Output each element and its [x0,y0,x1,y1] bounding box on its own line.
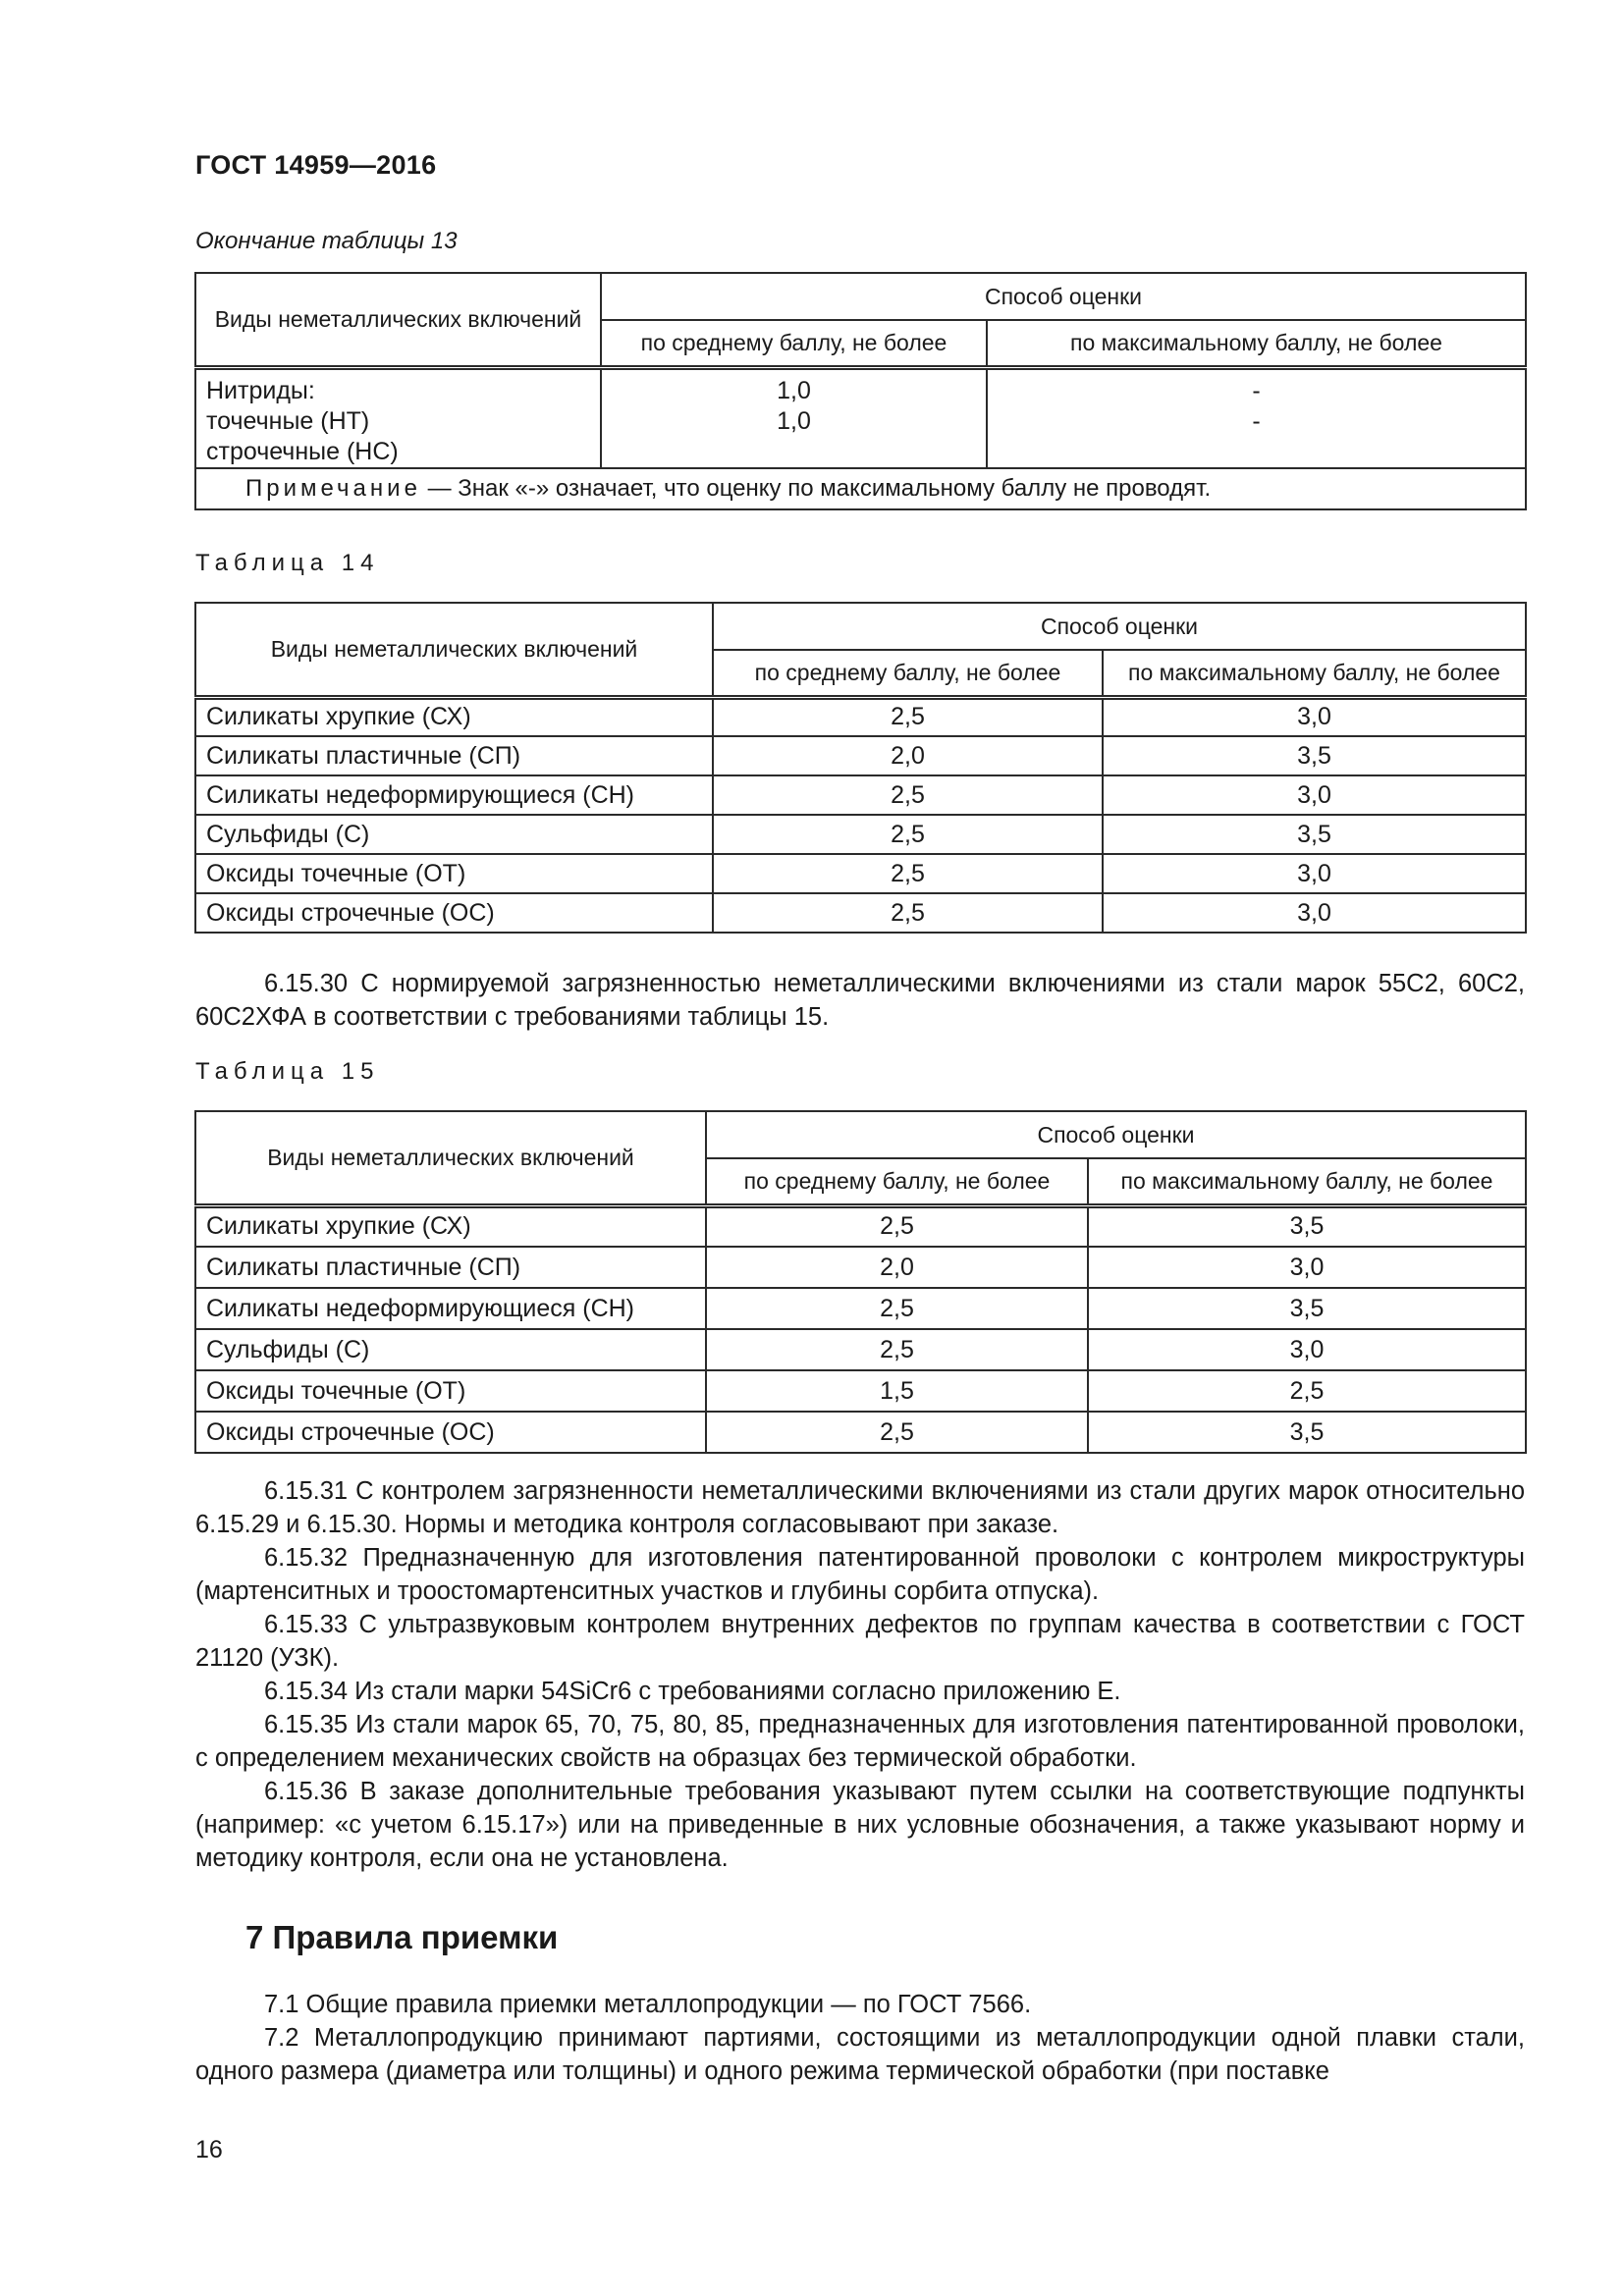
row-max: 3,0 [1088,1329,1526,1370]
row-name: Сульфиды (С) [195,815,713,854]
table-row [195,736,1526,775]
row-name: Сульфиды (С) [195,1329,706,1370]
section-7-title: 7 Правила приемки [245,1919,559,1955]
row-max: 3,5 [1088,1412,1526,1453]
table13-max-values [987,367,1526,468]
table13 [194,272,1527,510]
row-avg: 2,5 [706,1205,1088,1247]
table-row [195,1412,1526,1453]
row-avg: 2,5 [706,1329,1088,1370]
table15-col-max: по максимальному баллу, не более [1088,1158,1526,1205]
row-name: Оксиды точечные (ОТ) [195,1370,706,1412]
row-avg: 2,5 [706,1288,1088,1329]
row-avg: 2,5 [713,815,1103,854]
table15-col-avg: по среднему баллу, не более [706,1158,1088,1205]
row-name: Оксиды строчечные (ОС) [195,893,713,933]
row-max: 3,5 [1088,1288,1526,1329]
table13-avg-values [601,367,987,468]
table15-col-method: Способ оценки [706,1111,1526,1158]
table13-col-avg: по среднему баллу, не более [601,320,987,367]
table13-row-max: - [1252,376,1261,404]
table13-row-name: точечные (НТ) [206,406,370,435]
table13-row-avg: 1,0 [777,376,811,404]
table14-col-avg: по среднему баллу, не более [713,650,1103,697]
table15-col-type: Виды неметаллических включений [195,1111,706,1205]
row-max: 3,5 [1088,1205,1526,1247]
row-avg: 2,5 [713,775,1103,815]
table13-row-max: - [1252,406,1261,435]
row-name: Силикаты пластичные (СП) [195,736,713,775]
table-row [195,815,1526,854]
paragraph-6-15-33: 6.15.33 С ультразвуковым контролем внутренних дефектов по группам качества в соответствии с ГОСТ 21120 (УЗК). [195,1611,1525,1672]
table-row [195,1329,1526,1370]
row-max: 3,5 [1103,736,1526,775]
paragraph-6-15-31: 6.15.31 С контролем загрязненности неметаллическими включениями из стали других марок относительно 6.15.29 и 6.15.30. Нормы и методика контроля согласовывают при заказе. [195,1477,1525,1538]
table15 [194,1110,1527,1454]
table-row [195,854,1526,893]
table13-row-avg: 1,0 [777,406,811,435]
table14-caption: Таблица 14 [195,550,380,576]
row-max: 3,5 [1103,815,1526,854]
paragraphs-6-15-31-to-36 [195,1474,1525,1875]
table13-caption: Окончание таблицы 13 [195,228,458,254]
row-avg: 2,5 [713,893,1103,933]
row-max: 2,5 [1088,1370,1526,1412]
table14-col-max: по максимальному баллу, не более [1103,650,1526,697]
paragraph-6-15-36: 6.15.36 В заказе дополнительные требования указывают путем ссылки на соответствующие подпункты (например: «с учетом 6.15.17») или на приведенные в них условные обозначения, а также указывают норму и методику контроля, если она не установлена. [195,1778,1525,1872]
note-text: — Знак «-» означает, что оценку по максимальному баллу не проводят. [420,474,1212,502]
paragraph-6-15-35: 6.15.35 Из стали марок 65, 70, 75, 80, 85, предназначенных для изготовления патентированной проволоки, с определением механических свойств на образцах без термической обработки. [195,1711,1525,1772]
row-avg: 2,0 [713,736,1103,775]
table13-names [195,367,601,468]
paragraph-7-2: 7.2 Металлопродукцию принимают партиями, состоящими из металлопродукции одной плавки стали, одного размера (диаметра или толщины) и одного режима термической обработки (при поставке [195,2024,1525,2085]
table13-row-name: Нитриды: [206,376,315,404]
row-name: Силикаты недеформирующиеся (СН) [195,1288,706,1329]
row-name: Силикаты пластичные (СП) [195,1247,706,1288]
row-avg: 1,5 [706,1370,1088,1412]
table-row [195,893,1526,933]
table-row [195,1370,1526,1412]
document-header: ГОСТ 14959—2016 [195,150,437,180]
table13-col-type: Виды неметаллических включений [195,273,601,367]
row-max: 3,0 [1103,775,1526,815]
row-max: 3,0 [1103,854,1526,893]
row-name: Силикаты хрупкие (СХ) [195,697,713,736]
row-max: 3,0 [1103,893,1526,933]
paragraph-6-15-30 [195,967,1525,1034]
table15-caption: Таблица 15 [195,1058,380,1085]
row-avg: 2,5 [713,697,1103,736]
table14-col-type: Виды неметаллических включений [195,603,713,697]
table13-col-method: Способ оценки [601,273,1526,320]
row-avg: 2,0 [706,1247,1088,1288]
table13-row-name: строчечные (НС) [206,437,399,465]
table-row [195,775,1526,815]
row-name: Силикаты хрупкие (СХ) [195,1205,706,1247]
row-name: Силикаты недеформирующиеся (СН) [195,775,713,815]
page-number: 16 [195,2136,223,2163]
table-row [195,1205,1526,1247]
paragraph-7-1: 7.1 Общие правила приемки металлопродукции — по ГОСТ 7566. [264,1991,1032,2018]
table-row [195,697,1526,736]
table13-note [195,468,1526,509]
row-max: 3,0 [1088,1247,1526,1288]
paragraph-6-15-34: 6.15.34 Из стали марки 54SiCr6 с требованиями согласно приложению Е. [264,1678,1121,1705]
table-row [195,1247,1526,1288]
table13-col-max: по максимальному баллу, не более [987,320,1526,367]
paragraph-text: 6.15.30 С нормируемой загрязненностью неметаллическими включениями из стали марок 55С2, 60С2, 60С2ХФА в соответствии с требованиями таблицы 15. [195,970,1525,1031]
row-name: Оксиды строчечные (ОС) [195,1412,706,1453]
paragraph-6-15-32: 6.15.32 Предназначенную для изготовления патентированной проволоки с контролем микроструктуры (мартенситных и троостомартенситных участков и глубины сорбита отпуска). [195,1544,1525,1605]
row-avg: 2,5 [706,1412,1088,1453]
section-7-body [195,1988,1525,2088]
row-name: Оксиды точечные (ОТ) [195,854,713,893]
row-avg: 2,5 [713,854,1103,893]
table-row [195,1288,1526,1329]
table14 [194,602,1527,934]
row-max: 3,0 [1103,697,1526,736]
table14-col-method: Способ оценки [713,603,1526,650]
note-label: Примечание [245,474,421,502]
